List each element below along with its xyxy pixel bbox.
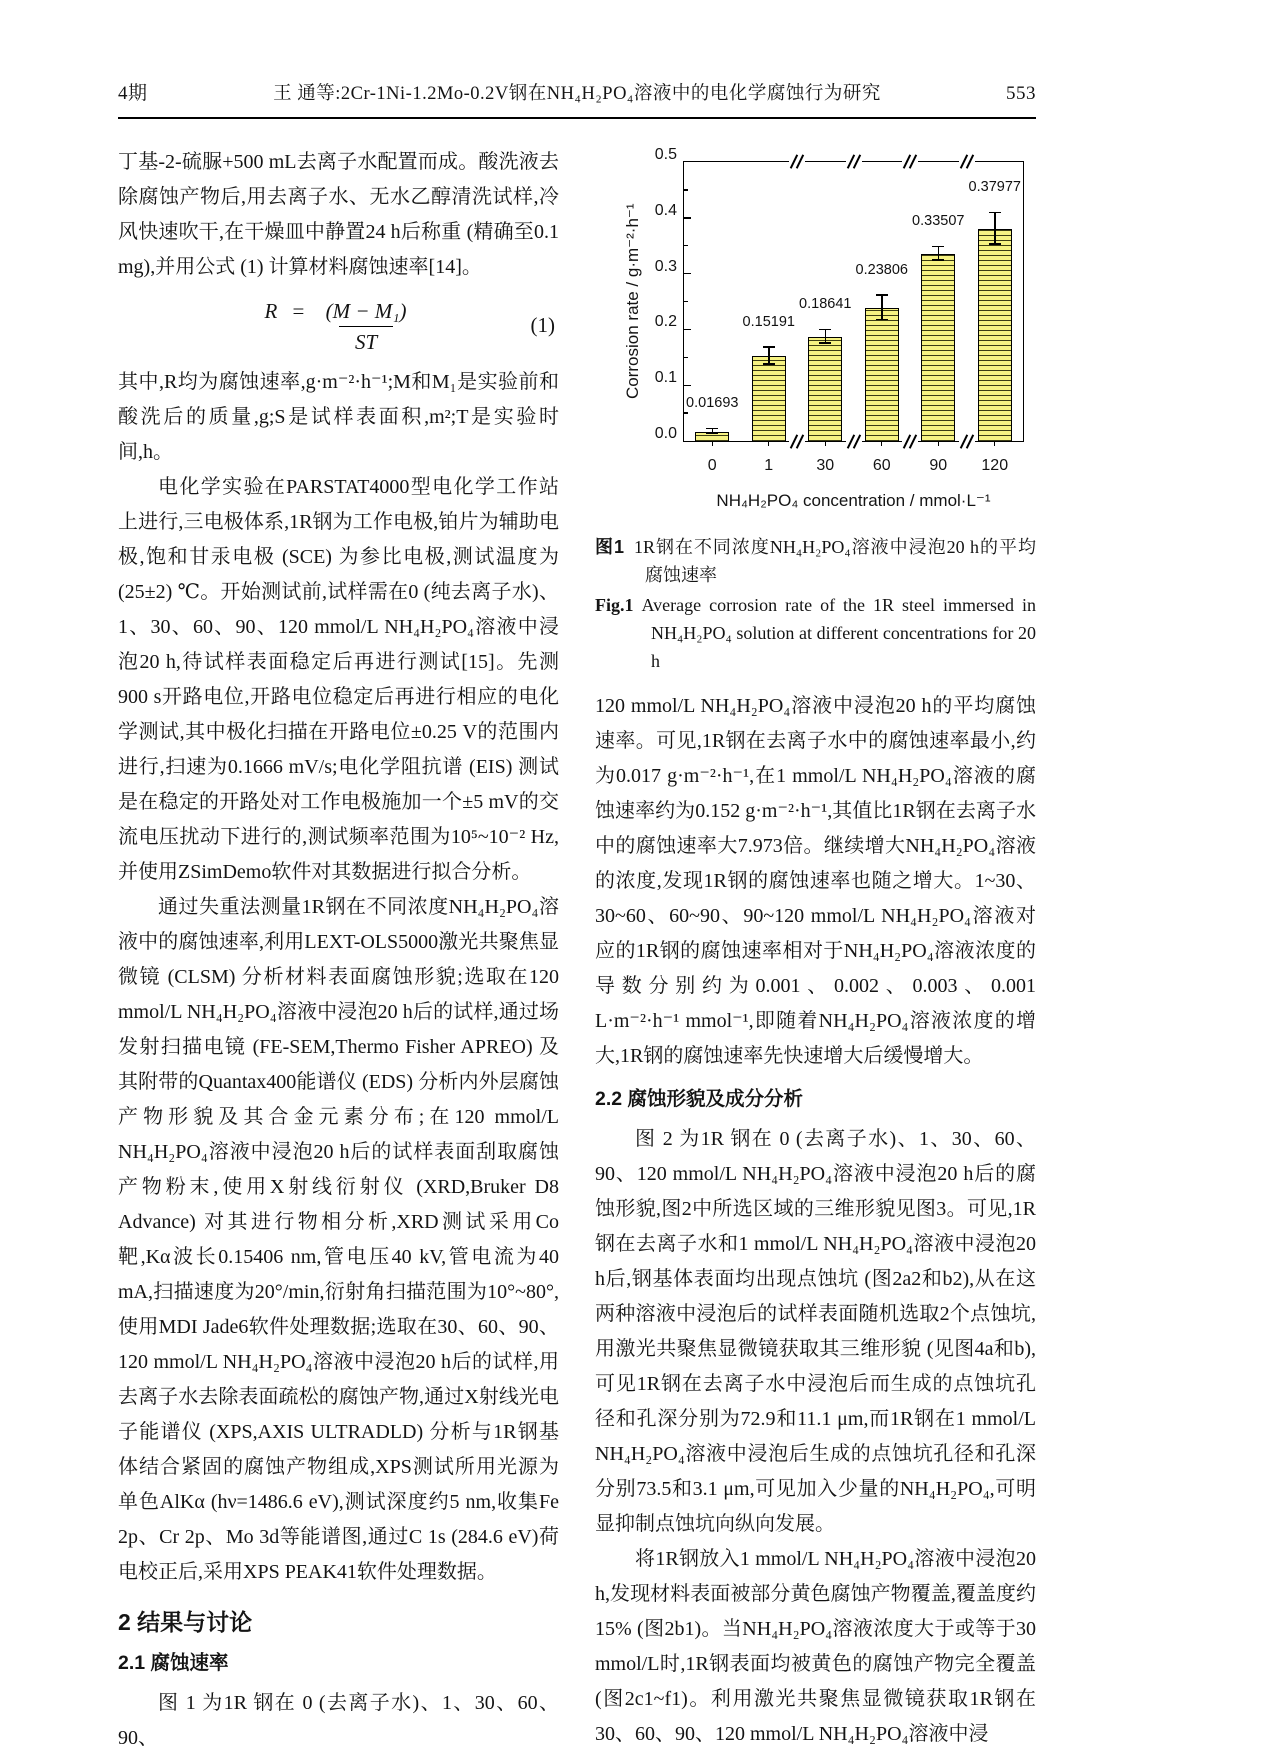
x-tick-label: 0 — [707, 457, 717, 474]
error-bar-cap — [989, 212, 1001, 214]
y-tick-label: 0.2 — [654, 313, 677, 331]
error-bar — [881, 296, 883, 321]
chart-value-label: 0.23806 — [855, 261, 908, 278]
chart-bar-30 — [808, 337, 842, 441]
y-tick — [684, 245, 688, 246]
paragraph: 丁基-2-硫脲+500 mL去离子水配置而成。酸洗液去除腐蚀产物后,用去离子水、无水乙醇清洗试样,冷风快速吹干,在干燥皿中静置24 h后称重 (精确至0.1 mg),并用公式 (1) 计算材料腐蚀速率[14]。 — [118, 151, 559, 278]
axis-break-mark — [789, 436, 805, 447]
page-number: 553 — [1006, 83, 1036, 104]
left-column — [118, 145, 559, 1756]
figure1-label-zh: 图1 — [595, 537, 624, 557]
x-tick-label: 30 — [816, 457, 835, 474]
figure1-caption-en — [595, 591, 1036, 675]
y-tick-label: 0.1 — [654, 369, 677, 387]
paragraph: 图 2 为1R 钢在 0 (去离子水)、1、30、60、90、120 mmol/L NH₄H₂PO₄溶液中浸泡20 h后的腐蚀形貌,图2中所选区域的三维形貌见图3。可见,1R钢在去离子水和1 mmol/L NH₄H₂PO₄溶液中浸泡20 h后,钢基体表面均出现点蚀坑 (图2a2和b2),从在这两种溶液中浸泡后的试样表面随机选取2个点蚀坑,用激光共聚焦显微镜获取其三维形貌 (见图4a和b),可见1R钢在去离子水中浸泡后而生成的点蚀坑孔径和孔深分别为72.9和11.1 μm,而1R钢在1 mmol/L NH₄H₂PO₄溶液中浸泡后生成的点蚀坑孔径和孔深分别73.5和3.1 μm,可见加入少量的NH₄H₂PO₄,可明显抑制点蚀坑向纵向发展。 — [595, 1128, 1036, 1535]
figure1-caption-text-zh: 1R钢在不同浓度NH₄H₂PO₄溶液中浸泡20 h的平均腐蚀速率 — [634, 537, 1036, 585]
figure1-caption-zh — [595, 533, 1036, 589]
error-bar — [994, 213, 996, 244]
axis-break-mark — [902, 156, 918, 167]
fraction — [320, 296, 413, 357]
error-bar-cap — [989, 243, 1001, 245]
equation-number: (1) — [530, 312, 555, 337]
y-tick — [684, 189, 688, 190]
x-tick — [994, 441, 995, 446]
x-tick-label: 1 — [764, 457, 774, 474]
chart-value-label: 0.37977 — [968, 179, 1021, 196]
section-heading-results: 2 结果与讨论 — [118, 1609, 253, 1635]
chart-x-axis-label: NH₄H₂PO₄ concentration / mmol·L⁻¹ — [716, 491, 991, 510]
error-bar-cap — [763, 363, 775, 365]
y-tick-label: 0.0 — [654, 425, 677, 442]
right-column — [595, 145, 1036, 1756]
chart-value-label: 0.18641 — [799, 296, 852, 313]
y-tick — [684, 357, 688, 358]
error-bar-cap — [819, 329, 831, 331]
y-tick-label: 0.4 — [654, 201, 677, 219]
y-tick-label: 0.3 — [654, 257, 677, 275]
chart-y-axis-label: Corrosion rate / g·m⁻²·h⁻¹ — [623, 203, 642, 400]
running-title: 王 通等:2Cr-1Ni-1.2Mo-0.2V钢在NH₄H₂PO₄溶液中的电化学腐蚀行为研究 — [273, 84, 881, 104]
chart-value-label: 0.01693 — [686, 395, 739, 412]
y-tick — [684, 273, 691, 274]
figure1-label-en: Fig.1 — [595, 595, 634, 615]
subsection-heading-corrosion-rate: 2.1 腐蚀速率 — [118, 1652, 229, 1674]
equation-1 — [118, 285, 559, 365]
axis-break-mark — [789, 156, 805, 167]
axis-break-mark — [846, 436, 862, 447]
x-tick-label: 120 — [981, 457, 1009, 474]
paragraph: 将1R钢放入1 mmol/L NH₄H₂PO₄溶液中浸泡20 h,发现材料表面被部分黄色腐蚀产物覆盖,覆盖度约15% (图2b1)。当NH₄H₂PO₄溶液浓度大于或等于30 mmol/L时,1R钢表面均被黄色的腐蚀产物完全覆盖 (图2c1~f1)。利用激光共聚焦显微镜获取1R钢在30、60、90、120 mmol/L NH₄H₂PO₄溶液中浸 — [595, 1548, 1036, 1745]
axis-break-mark — [959, 156, 975, 167]
error-bar-cap — [819, 342, 831, 344]
paragraph: 通过失重法测量1R钢在不同浓度NH₄H₂PO₄溶液中的腐蚀速率,利用LEXT-OLS5000激光共聚焦显微镜 (CLSM) 分析材料表面腐蚀形貌;选取在120 mmol/L NH₄H₂PO₄溶液中浸泡20 h后的试样,通过场发射扫描电镜 (FE-SEM,Thermo Fisher APREO) 及其附带的Quantax400能谱仪 (EDS) 分析内外层腐蚀产物形貌及其合金元素分布;在120 mmol/L NH₄H₂PO₄溶液中浸泡20 h后的试样表面刮取腐蚀产物粉末,使用X射线衍射仪 (XRD,Bruker D8 Advance) 对其进行物相分析,XRD测试采用Co靶,Kα波长0.15406 nm,管电压40 kV,管电流为40 mA,扫描速度为20°/min,衍射角扫描范围为10°~80°,使用MDI Jade6软件处理数据;选取在30、60、90、120 mmol/L NH₄H₂PO₄溶液中浸泡20 h后的试样,用去离子水去除表面疏松的腐蚀产物,通过X射线光电子能谱仪 (XPS,AXIS ULTRADLD) 分析与1R钢基体结合紧固的腐蚀产物组成,XPS测试所用光源为单色AlKα (hν=1486.6 eV),测试深度约5 nm,收集Fe 2p、Cr 2p、Mo 3d等能谱图,通过C 1s (284.6 eV)荷电校正后,采用XPS PEAK41软件处理数据。 — [118, 896, 559, 1583]
two-column-body — [118, 145, 1036, 1756]
y-tick-label: 0.5 — [654, 146, 677, 163]
error-bar-cap — [876, 319, 888, 321]
equation-body — [264, 294, 412, 357]
chart-bar-60 — [865, 308, 899, 441]
error-bar-cap — [706, 428, 718, 430]
error-bar-cap — [932, 259, 944, 261]
paragraph: 电化学实验在PARSTAT4000型电化学工作站上进行,三电极体系,1R钢为工作电极,铂片为辅助电极,饱和甘汞电极 (SCE) 为参比电极,测试温度为(25±2) ℃。开始测试前,试样需在0 (纯去离子水)、1、30、60、90、120 mmol/L NH₄H₂PO₄溶液中浸泡20 h,待试样表面稳定后再进行测试[15]。先测900 s开路电位,开路电位稳定后再进行相应的电化学测试,其中极化扫描在开路电位±0.25 V的范围内进行,扫速为0.1666 mV/s;电化学阻抗谱 (EIS) 测试是在稳定的开路处对工作电极施加一个±5 mV的交流电压扰动下进行的,测试频率范围为10⁵~10⁻² Hz,并使用ZSimDemo软件对其数据进行拟合分析。 — [118, 476, 559, 883]
x-tick — [938, 441, 939, 446]
error-bar-cap — [876, 294, 888, 296]
x-tick — [768, 441, 769, 446]
journal-header — [118, 78, 1036, 119]
axis-break-mark — [846, 156, 862, 167]
x-tick — [881, 441, 882, 446]
y-tick — [684, 301, 688, 302]
axis-break-mark — [902, 436, 918, 447]
x-tick — [712, 441, 713, 446]
error-bar-cap — [706, 432, 718, 434]
paragraph: 120 mmol/L NH₄H₂PO₄溶液中浸泡20 h的平均腐蚀速率。可见,1R钢在去离子水中的腐蚀速率最小,约为0.017 g·m⁻²·h⁻¹,在1 mmol/L NH₄H₂PO₄溶液的腐蚀速率约为0.152 g·m⁻²·h⁻¹,其值比1R钢在去离子水中的腐蚀速率大7.973倍。继续增大NH₄H₂PO₄溶液的浓度,发现1R钢的腐蚀速率也随之增大。1~30、30~60、60~90、90~120 mmol/L NH₄H₂PO₄溶液对应的1R钢的腐蚀速率相对于NH₄H₂PO₄溶液浓度的导数分别约为0.001、0.002、0.003、0.001 L·m⁻²·h⁻¹ mmol⁻¹,即随着NH₄H₂PO₄溶液浓度的增大,1R钢的腐蚀速率先快速增大后缓慢增大。 — [595, 695, 1036, 1067]
error-bar-cap — [763, 346, 775, 348]
axis-break-mark — [959, 436, 975, 447]
x-tick — [825, 441, 826, 446]
paragraph: 其中,R均为腐蚀速率,g·m⁻²·h⁻¹;M和M₁是实验前和酸洗后的质量,g;S是试样表面积,m²;T是实验时间,h。 — [118, 371, 559, 463]
paper-page — [118, 78, 1036, 1756]
error-bar — [768, 348, 770, 365]
y-tick — [684, 329, 691, 330]
chart-value-label: 0.33507 — [912, 213, 965, 230]
issue-number: 4期 — [118, 83, 148, 104]
figure1-bar-chart — [595, 146, 1036, 523]
chart-value-label: 0.15191 — [742, 313, 795, 330]
y-tick — [684, 217, 691, 218]
x-tick-label: 60 — [872, 457, 891, 474]
fraction-denominator: ST — [339, 326, 393, 357]
subsection-heading-morphology: 2.2 腐蚀形貌及成分分析 — [595, 1088, 804, 1110]
chart-bar-120 — [978, 229, 1012, 441]
paragraph: 图 1 为1R 钢在 0 (去离子水)、1、30、60、90、 — [118, 1692, 559, 1749]
x-tick-label: 90 — [929, 457, 948, 474]
figure1-caption-text-en: Average corrosion rate of the 1R steel immersed in NH₄H₂PO₄ solution at different concentrations for 20 h — [641, 595, 1036, 671]
equals-sign: = — [292, 298, 305, 323]
fraction-numerator: (M − M₁) — [325, 298, 407, 323]
error-bar-cap — [932, 246, 944, 248]
chart-plot-area — [654, 146, 1024, 474]
equation-lhs: R — [264, 298, 278, 323]
